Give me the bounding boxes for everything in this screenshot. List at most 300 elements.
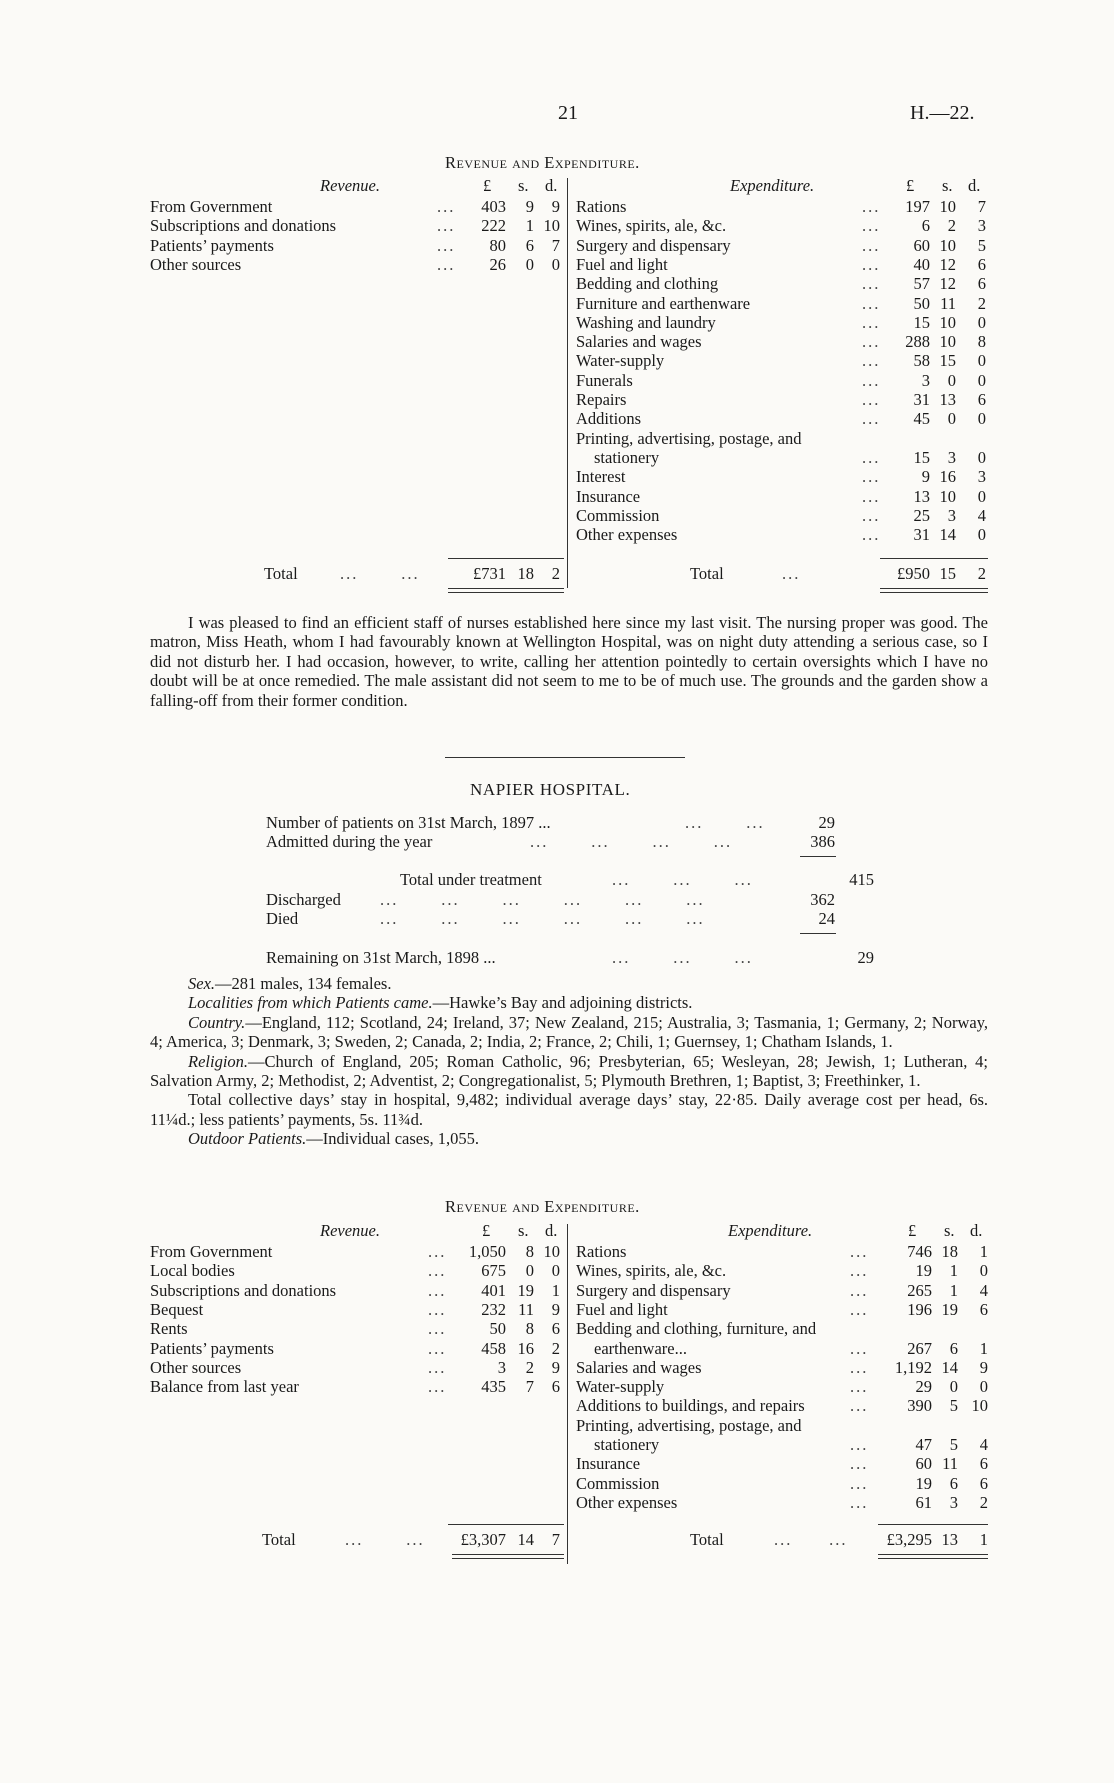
total-label: Total [264, 564, 298, 583]
leader-dots: ... [862, 390, 881, 409]
amount-shillings: 3 [947, 447, 956, 467]
double-rule [448, 588, 564, 593]
amount-shillings: 6 [949, 1338, 958, 1358]
amount-pounds: 3 [497, 1357, 506, 1377]
localities-text: —Hawke’s Bay and adjoining districts. [432, 993, 693, 1013]
amount-pounds: 9 [921, 467, 930, 487]
amount-pounds: 746 [907, 1242, 932, 1261]
amount-shillings: 11 [942, 1454, 958, 1474]
leader-dots: ... ... ... [612, 948, 753, 967]
leader-dots: ... [862, 293, 881, 313]
amount-shillings: 0 [949, 1377, 958, 1397]
revenue-total-pence: 7 [551, 1530, 560, 1549]
stay-line: Total collective days’ stay in hospital, 9,482; individual average days’ stay, 22·85. Daily average cost per head, 6s. 11¼d.; less patients’ payments, 5s. 11¾d. [150, 1090, 988, 1129]
leader-dots: ... [850, 1377, 869, 1397]
leader-dots: ... [428, 1319, 447, 1339]
amount-shillings: 10 [939, 332, 956, 352]
amount-pence: 1 [979, 1338, 988, 1358]
revenue-total-shillings: 14 [517, 1530, 534, 1549]
expenditure-row [0, 1474, 1114, 1493]
amount-shillings: 11 [518, 1299, 534, 1319]
amount-shillings: 1 [949, 1280, 958, 1300]
line-item-label: From Government [150, 1242, 273, 1261]
shillings-header: s. [518, 1221, 529, 1240]
expenditure-row [0, 274, 1114, 293]
leader-dots: ... [862, 312, 881, 332]
leader-dots: ... ... ... [612, 870, 753, 889]
amount-pence: 6 [977, 274, 986, 294]
amount-pence: 5 [977, 235, 986, 255]
revenue-heading: Revenue. [320, 1221, 380, 1240]
amount-shillings: 10 [939, 486, 956, 506]
line-item-label: Furniture and earthenware [576, 293, 751, 313]
line-item-label: Other expenses [576, 1492, 678, 1512]
leader-dots: ... [428, 1299, 447, 1319]
outdoor-text: —Individual cases, 1,055. [306, 1129, 480, 1149]
amount-pounds: 3 [921, 370, 930, 390]
died-label: Died [266, 909, 299, 928]
amount-shillings: 6 [949, 1473, 958, 1493]
expenditure-heading: Expenditure. [728, 1221, 813, 1240]
amount-pence: 6 [979, 1473, 988, 1493]
leader-dots: ... [428, 1261, 447, 1281]
amount-pence: 2 [977, 293, 986, 313]
line-item-label: Funerals [576, 370, 633, 390]
total-under-treatment-label: Total under treatment [400, 870, 542, 889]
line-item-label: Interest [576, 467, 626, 487]
amount-pence: 0 [551, 254, 560, 274]
amount-shillings: 1 [949, 1261, 958, 1281]
leader-dots: ... [428, 1357, 447, 1377]
amount-pence: 6 [977, 390, 986, 409]
line-item-label: stationery [594, 1435, 660, 1454]
leader-dots: ... [428, 1280, 447, 1300]
expenditure-row [0, 1319, 1114, 1338]
amount-pence: 0 [977, 351, 986, 371]
leader-dots: ... [862, 197, 881, 216]
leader-dots: ... ... ... ... ... ... [380, 890, 705, 909]
leader-dots: ... [862, 447, 881, 467]
expenditure-total-shillings: 15 [939, 564, 956, 583]
amount-pounds: 222 [481, 216, 506, 236]
line-item-label: From Government [150, 197, 273, 216]
leader-dots: ... [850, 1454, 869, 1474]
amount-shillings: 0 [525, 254, 534, 274]
inspection-paragraph [150, 613, 988, 710]
line-item-label: Insurance [576, 486, 641, 506]
line-item-label: Rents [150, 1319, 188, 1339]
stat-value: 386 [810, 832, 835, 851]
pence-header: d. [970, 1221, 983, 1240]
expenditure-row [0, 1339, 1114, 1358]
line-item-label: Additions [576, 409, 642, 429]
line-item-label: Bedding and clothing [576, 274, 719, 294]
leader-dots: ... [850, 1261, 869, 1281]
amount-pence: 6 [551, 1319, 560, 1339]
amount-pence: 10 [543, 216, 560, 236]
amount-pounds: 6 [921, 216, 930, 236]
discharged-label: Discharged [266, 890, 341, 909]
sex-label: Sex. [188, 974, 216, 993]
amount-shillings: 3 [949, 1492, 958, 1512]
amount-pounds: 1,192 [894, 1357, 932, 1377]
localities-line [150, 993, 988, 1012]
localities-label: Localities from which Patients came. [188, 993, 433, 1013]
pounds-header: £ [483, 176, 492, 195]
amount-shillings: 0 [947, 409, 956, 429]
leader-dots: ... [428, 1338, 447, 1358]
leader-dots: ... [850, 1299, 869, 1319]
expenditure-row [0, 467, 1114, 486]
outdoor-label: Outdoor Patients. [188, 1129, 307, 1149]
section-title: Revenue and Expenditure. [445, 153, 640, 172]
total-label: Total [262, 1530, 296, 1549]
amount-pence: 6 [977, 254, 986, 274]
discharged-value: 362 [810, 890, 835, 909]
amount-shillings: 14 [939, 525, 956, 545]
line-item-label: Surgery and dispensary [576, 235, 731, 255]
line-item-label: Fuel and light [576, 254, 668, 274]
amount-pounds: 60 [913, 235, 930, 255]
leader-dots: ... [862, 486, 881, 506]
line-item-label: earthenware... [594, 1338, 687, 1358]
pence-header: d. [968, 176, 981, 195]
amount-pence: 2 [979, 1492, 988, 1512]
amount-shillings: 1 [525, 216, 534, 236]
amount-pounds: 50 [489, 1319, 506, 1339]
expenditure-total-pence: 2 [977, 564, 986, 583]
revenue-total-pounds: £3,307 [460, 1530, 506, 1549]
expenditure-row [0, 1454, 1114, 1473]
amount-pence: 6 [979, 1454, 988, 1474]
amount-pounds: 435 [481, 1377, 506, 1397]
amount-shillings: 5 [949, 1396, 958, 1416]
leader-dots: ... [437, 197, 456, 216]
line-item-label: Printing, advertising, postage, and [576, 1415, 802, 1435]
amount-shillings: 16 [517, 1338, 534, 1358]
stat-value: 29 [818, 813, 835, 832]
amount-pence: 10 [543, 1242, 560, 1261]
amount-pence: 0 [979, 1261, 988, 1281]
amount-pence: 0 [977, 525, 986, 545]
pence-header: d. [545, 1221, 558, 1240]
double-rule [878, 1554, 988, 1559]
amount-pence: 4 [977, 505, 986, 525]
line-item-label: Subscriptions and donations [150, 1280, 337, 1300]
line-item-label: Bedding and clothing, furniture, and [576, 1319, 817, 1339]
section-title: Revenue and Expenditure. [445, 1197, 640, 1216]
expenditure-row [0, 1493, 1114, 1512]
line-item-label: Additions to buildings, and repairs [576, 1396, 805, 1416]
expenditure-row [0, 487, 1114, 506]
expenditure-row [0, 448, 1114, 467]
leader-dots: ... [437, 254, 456, 274]
amount-pounds: 403 [481, 197, 506, 216]
country-line [150, 1013, 988, 1052]
expenditure-row [0, 351, 1114, 370]
line-item-label: Water-supply [576, 1377, 665, 1397]
section-separator [445, 757, 685, 758]
leader-dots: ... ... ... ... [530, 832, 733, 851]
amount-pounds: 57 [913, 274, 930, 294]
amount-shillings: 10 [939, 197, 956, 216]
amount-pounds: 45 [913, 409, 930, 429]
amount-shillings: 16 [939, 467, 956, 487]
amount-pence: 1 [551, 1280, 560, 1300]
line-item-label: Balance from last year [150, 1377, 299, 1397]
line-item-label: Repairs [576, 390, 627, 409]
amount-pounds: 25 [913, 505, 930, 525]
leader-dots: ... ... [685, 813, 765, 832]
line-item-label: Rations [576, 197, 627, 216]
expenditure-row [0, 313, 1114, 332]
revenue-total-pence: 2 [551, 564, 560, 583]
country-label: Country. [188, 1012, 246, 1032]
amount-pence: 2 [551, 1338, 560, 1358]
line-item-label: Bequest [150, 1299, 204, 1319]
line-item-label: Washing and laundry [576, 312, 716, 332]
expenditure-row [0, 1435, 1114, 1454]
amount-pence: 4 [979, 1435, 988, 1454]
amount-pounds: 232 [481, 1299, 506, 1319]
page-number: 21 [558, 102, 578, 124]
amount-pounds: 15 [913, 447, 930, 467]
amount-pounds: 1,050 [468, 1242, 506, 1261]
expenditure-row [0, 1281, 1114, 1300]
amount-shillings: 2 [947, 216, 956, 236]
expenditure-row [0, 1261, 1114, 1280]
amount-pounds: 31 [913, 390, 930, 409]
stat-label: Admitted during the year [266, 832, 433, 851]
amount-pence: 0 [977, 486, 986, 506]
shillings-header: s. [944, 1221, 955, 1240]
amount-pence: 7 [551, 235, 560, 255]
leader-dots: ... [862, 351, 881, 371]
amount-pounds: 60 [915, 1454, 932, 1474]
line-item-label: Patients’ payments [150, 1338, 274, 1358]
rule [448, 1524, 564, 1525]
amount-shillings: 18 [941, 1242, 958, 1261]
leader-dots: ... [428, 1377, 447, 1397]
pounds-header: £ [908, 1221, 917, 1240]
amount-pounds: 19 [915, 1261, 932, 1281]
amount-shillings: 0 [525, 1261, 534, 1281]
amount-pence: 9 [551, 1357, 560, 1377]
line-item-label: Printing, advertising, postage, and [576, 428, 802, 448]
amount-shillings: 5 [949, 1435, 958, 1454]
expenditure-row [0, 525, 1114, 544]
expenditure-row [0, 1377, 1114, 1396]
expenditure-row [0, 1300, 1114, 1319]
amount-pence: 9 [979, 1357, 988, 1377]
amount-pounds: 401 [481, 1280, 506, 1300]
religion-text: —Church of England, 205; Roman Catholic, 96; Presbyterian, 65; Wesleyan, 28; Jewish, 1; Lutheran, 4; Salvation Army, 2; Methodist, 2; Adventist, 2; Congregationalist, 5; Plymouth Brethren, 1; Baptist, 3; Freethinker, 1. [150, 1051, 988, 1091]
leader-dots: ... [862, 370, 881, 390]
amount-pence: 8 [977, 332, 986, 352]
leader-dots: ... [862, 235, 881, 255]
amount-shillings: 12 [939, 274, 956, 294]
leader-dots: ... [850, 1492, 869, 1512]
amount-pounds: 58 [913, 351, 930, 371]
expenditure-row [0, 1416, 1114, 1435]
amount-pence: 3 [977, 216, 986, 236]
leader-dots: ... [850, 1435, 869, 1454]
sex-text: —281 males, 134 females. [215, 974, 392, 993]
line-item-label: Other expenses [576, 525, 678, 545]
amount-pence: 0 [551, 1261, 560, 1281]
rule [800, 856, 836, 857]
document-reference: H.—22. [910, 102, 975, 124]
revenue-heading: Revenue. [320, 176, 380, 195]
line-item-label: Rations [576, 1242, 627, 1261]
leader-dots: ... [862, 525, 881, 545]
line-item-label: Surgery and dispensary [576, 1280, 731, 1300]
leader-dots: ... [850, 1280, 869, 1300]
amount-pence: 6 [551, 1377, 560, 1397]
leader-dots: ... [862, 332, 881, 352]
expenditure-heading: Expenditure. [730, 176, 815, 195]
expenditure-total-shillings: 13 [941, 1530, 958, 1549]
amount-pounds: 267 [907, 1338, 932, 1358]
leader-dots: ... [850, 1338, 869, 1358]
amount-pounds: 40 [913, 254, 930, 274]
amount-pence: 1 [979, 1242, 988, 1261]
expenditure-row [0, 197, 1114, 216]
amount-pounds: 29 [915, 1377, 932, 1397]
line-item-label: Subscriptions and donations [150, 216, 337, 236]
leader-dots: ... [862, 467, 881, 487]
line-item-label: Other sources [150, 254, 242, 274]
paragraph-text: I was pleased to find an efficient staff of nurses established here since my last visit. The nursing proper was good. The matron, Miss Heath, whom I had favourably known at Wellington Hospital, was on night duty attending a serious case, so I did not disturb her. I had occasion, however, to write, calling her attention pointedly to certain oversights which I have no doubt will be at once remedied. The male assistant did not seem to me to be of much use. The grounds and the garden show a falling-off from their former condition. [150, 613, 988, 710]
expenditure-row [0, 332, 1114, 351]
amount-pounds: 61 [915, 1492, 932, 1512]
pence-header: d. [545, 176, 558, 195]
amount-shillings: 8 [525, 1319, 534, 1339]
amount-pence: 3 [977, 467, 986, 487]
line-item-label: Other sources [150, 1357, 242, 1377]
total-under-treatment-value: 415 [849, 870, 874, 889]
expenditure-row [0, 409, 1114, 428]
line-item-label: stationery [594, 447, 660, 467]
line-item-label: Water-supply [576, 351, 665, 371]
leader-dots: ... [850, 1357, 869, 1377]
amount-shillings: 13 [939, 390, 956, 409]
amount-pounds: 458 [481, 1338, 506, 1358]
expenditure-row [0, 506, 1114, 525]
expenditure-row [0, 255, 1114, 274]
expenditure-row [0, 216, 1114, 235]
expenditure-row [0, 294, 1114, 313]
died-value: 24 [818, 909, 835, 928]
amount-pounds: 50 [913, 293, 930, 313]
amount-pence: 0 [977, 409, 986, 429]
amount-pence: 10 [971, 1396, 988, 1416]
line-item-label: Salaries and wages [576, 1357, 702, 1377]
expenditure-row [0, 429, 1114, 448]
country-text: —England, 112; Scotland, 24; Ireland, 37; New Zealand, 215; Australia, 3; Tasmania, 1; Germany, 2; Norway, 4; America, 3; Denmark, 3; Sweden, 2; Canada, 2; India, 2; France, 2; Chili, 1; Guernsey, 1; Chatham Islands, 1. [150, 1012, 988, 1052]
shillings-header: s. [518, 176, 529, 195]
amount-pounds: 13 [913, 486, 930, 506]
amount-pounds: 47 [915, 1435, 932, 1454]
amount-pounds: 288 [905, 332, 930, 352]
hospital-title: NAPIER HOSPITAL. [470, 780, 631, 799]
line-item-label: Commission [576, 505, 660, 525]
line-item-label: Local bodies [150, 1261, 235, 1281]
amount-shillings: 15 [939, 351, 956, 371]
leader-dots: ... ... [340, 564, 420, 583]
pounds-header: £ [906, 176, 915, 195]
expenditure-row [0, 1396, 1114, 1415]
leader-dots: ... [862, 274, 881, 294]
leader-dots: ... ... [774, 1530, 848, 1549]
leader-dots: ... [850, 1473, 869, 1493]
amount-shillings: 19 [517, 1280, 534, 1300]
line-item-label: Patients’ payments [150, 235, 274, 255]
leader-dots: ... [437, 216, 456, 236]
remaining-label: Remaining on 31st March, 1898 ... [266, 948, 496, 967]
rule [880, 558, 988, 559]
amount-shillings: 9 [525, 197, 534, 216]
line-item-label: Fuel and light [576, 1299, 668, 1319]
expenditure-total-pence: 1 [979, 1530, 988, 1549]
amount-pounds: 675 [481, 1261, 506, 1281]
amount-shillings: 8 [525, 1242, 534, 1261]
religion-line [150, 1052, 988, 1091]
shillings-header: s. [942, 176, 953, 195]
revenue-total-pounds: £731 [473, 564, 506, 583]
amount-pence: 7 [977, 197, 986, 216]
amount-pence: 6 [979, 1299, 988, 1319]
amount-pounds: 26 [489, 254, 506, 274]
leader-dots: ... [428, 1242, 447, 1261]
amount-pounds: 19 [915, 1473, 932, 1493]
expenditure-total-pounds: £3,295 [886, 1530, 932, 1549]
amount-pence: 9 [551, 1299, 560, 1319]
line-item-label: Commission [576, 1473, 660, 1493]
expenditure-row [0, 390, 1114, 409]
leader-dots: ... [862, 254, 881, 274]
remaining-value: 29 [857, 948, 874, 967]
double-rule [452, 1554, 564, 1559]
amount-pounds: 31 [913, 525, 930, 545]
amount-pence: 0 [979, 1377, 988, 1397]
leader-dots: ... ... [345, 1530, 425, 1549]
amount-shillings: 14 [941, 1357, 958, 1377]
religion-label: Religion. [188, 1051, 249, 1071]
line-item-label: Insurance [576, 1454, 641, 1474]
leader-dots: ... [862, 216, 881, 236]
expenditure-row [0, 1358, 1114, 1377]
amount-pence: 0 [977, 370, 986, 390]
total-label: Total [690, 564, 724, 583]
line-item-label: Wines, spirits, ale, &c. [576, 1261, 727, 1281]
rule [448, 558, 564, 559]
amount-pounds: 265 [907, 1280, 932, 1300]
total-label: Total [690, 1530, 724, 1549]
amount-shillings: 3 [947, 505, 956, 525]
leader-dots: ... [862, 505, 881, 525]
pounds-header: £ [482, 1221, 491, 1240]
amount-shillings: 7 [525, 1377, 534, 1397]
leader-dots: ... [437, 235, 456, 255]
amount-shillings: 6 [525, 235, 534, 255]
amount-pounds: 80 [489, 235, 506, 255]
amount-shillings: 10 [939, 312, 956, 332]
leader-dots: ... [850, 1396, 869, 1416]
patient-statistics [150, 974, 988, 1149]
outdoor-line [150, 1129, 988, 1148]
rule [878, 1524, 988, 1525]
